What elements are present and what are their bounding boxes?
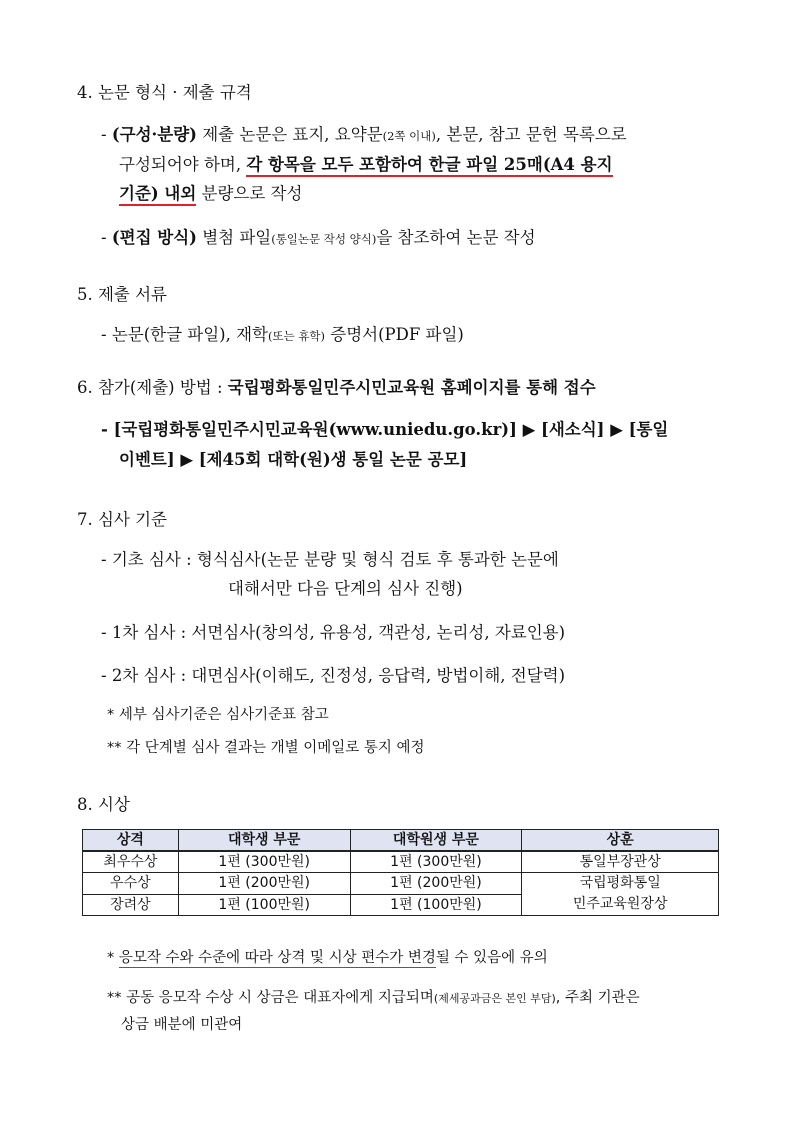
note-text: , 주최 기관은 bbox=[555, 990, 640, 1006]
dash: - bbox=[101, 125, 112, 144]
submission-path-line-2 bbox=[119, 449, 467, 471]
review-text: 대해서만 다음 단계의 심사 진행) bbox=[228, 579, 463, 598]
item-text: 별첨 파일 bbox=[196, 228, 272, 247]
table-header-cell: 상훈 bbox=[522, 830, 719, 852]
item-text: 을 참조하여 논문 작성 bbox=[376, 228, 536, 247]
table-cell-merged bbox=[522, 873, 719, 916]
section-8-heading bbox=[77, 794, 130, 816]
award-title-line-2: 민주교육원장상 bbox=[572, 896, 668, 912]
dash: - bbox=[101, 228, 112, 247]
table-cell: 우수상 bbox=[83, 873, 179, 895]
table-cell: 1편 (200만원) bbox=[350, 873, 522, 895]
award-note-2-line-1 bbox=[107, 987, 640, 1010]
table-cell: 장려상 bbox=[83, 894, 179, 916]
table-cell: 1편 (300만원) bbox=[178, 851, 350, 873]
section-6-heading bbox=[77, 377, 596, 399]
basic-review-line-1 bbox=[101, 549, 559, 571]
section-6-heading-text: 6. 참가(제출) 방법 : bbox=[77, 378, 228, 397]
section-4-heading-text: 4. 논문 형식 · 제출 규격 bbox=[77, 83, 252, 102]
section-5-heading bbox=[77, 284, 167, 306]
item-label: (편집 방식) bbox=[111, 228, 197, 247]
table-header-cell: 상격 bbox=[83, 830, 179, 852]
review-note-1 bbox=[107, 704, 329, 726]
submission-path-line-1 bbox=[101, 419, 668, 441]
item-text: - 논문(한글 파일), 재학 bbox=[101, 325, 268, 344]
item-text: 제출 논문은 표지, 요약문 bbox=[196, 125, 383, 144]
item-text: 증명서(PDF 파일) bbox=[325, 325, 464, 344]
note-text: 될 수 있음에 유의 bbox=[435, 950, 548, 966]
table-cell: 1편 (100만원) bbox=[350, 894, 522, 916]
first-review bbox=[101, 622, 565, 644]
table-cell: 최우수상 bbox=[83, 851, 179, 873]
section-4-heading bbox=[77, 82, 252, 104]
item-label: (구성·분량) bbox=[111, 125, 197, 144]
review-text: - 2차 심사 : 대면심사(이해도, 진정성, 응답력, 방법이해, 전달력) bbox=[101, 666, 566, 685]
table-row bbox=[83, 873, 719, 895]
note-underlined-text: 응모작 수와 수준에 따라 상격 및 시상 편수가 변경 bbox=[118, 950, 436, 966]
section-6-heading-bold: 국립평화통일민주시민교육원 홈페이지를 통해 접수 bbox=[227, 378, 596, 397]
item-text: 구성되어야 하며, bbox=[119, 155, 247, 174]
table-cell: 통일부장관상 bbox=[522, 851, 719, 873]
section-7-heading bbox=[77, 509, 167, 531]
item-small-text: (통일논문 작성 양식) bbox=[271, 232, 377, 246]
item-small-text: (2쪽 이내) bbox=[382, 129, 436, 143]
award-note-2-line-2 bbox=[121, 1014, 242, 1036]
note-text: ** 공동 응모작 수상 시 상금은 대표자에게 지급되며 bbox=[107, 990, 434, 1006]
review-text: - 1차 심사 : 서면심사(창의성, 유용성, 객관성, 논리성, 자료인용) bbox=[101, 623, 566, 642]
review-text: - 기초 심사 : 형식심사(논문 분량 및 형식 검토 후 통과한 논문에 bbox=[101, 550, 559, 569]
section-5-item bbox=[101, 324, 464, 347]
note-text: * 세부 심사기준은 심사기준표 참고 bbox=[107, 707, 329, 723]
section-8-heading-text: 8. 시상 bbox=[77, 795, 130, 814]
note-text: * bbox=[107, 950, 119, 966]
section-4-item-1-line-1 bbox=[101, 124, 627, 147]
table-header-cell: 대학생 부문 bbox=[178, 830, 350, 852]
second-review bbox=[101, 665, 565, 687]
review-note-2 bbox=[107, 737, 425, 759]
basic-review-line-2 bbox=[228, 578, 463, 600]
item-text: 분량으로 작성 bbox=[196, 184, 303, 203]
table-cell: 1편 (200만원) bbox=[178, 873, 350, 895]
note-text: 상금 배분에 미관여 bbox=[121, 1017, 243, 1033]
note-small-text: (제세공과금은 본인 부담) bbox=[433, 992, 556, 1005]
emphasis-text: 각 항목을 모두 포함하여 한글 파일 25매(A4 용지 bbox=[246, 155, 612, 177]
item-text: , 본문, 참고 문헌 목록으로 bbox=[435, 125, 627, 144]
emphasis-text: 기준) 내외 bbox=[119, 184, 196, 206]
table-header-cell: 대학원생 부문 bbox=[350, 830, 522, 852]
section-7-heading-text: 7. 심사 기준 bbox=[77, 510, 167, 529]
award-title-line-1: 국립평화통일 bbox=[579, 875, 661, 891]
note-text: ** 각 단계별 심사 결과는 개별 이메일로 통지 예정 bbox=[107, 740, 425, 756]
table-cell: 1편 (300만원) bbox=[350, 851, 522, 873]
item-small-text: (또는 휴학) bbox=[267, 329, 326, 343]
section-4-item-1-line-3 bbox=[119, 183, 302, 205]
awards-table bbox=[82, 829, 719, 916]
section-4-item-1-line-2 bbox=[119, 154, 613, 176]
table-row bbox=[83, 851, 719, 873]
section-5-heading-text: 5. 제출 서류 bbox=[77, 285, 167, 304]
submission-path-text: - [국립평화통일민주시민교육원(www.uniedu.go.kr)] ▶ [새소식] ▶ [통일 bbox=[101, 420, 669, 439]
submission-path-text: 이벤트] ▶ [제45회 대학(원)생 통일 논문 공모] bbox=[119, 450, 468, 469]
section-4-item-2 bbox=[101, 227, 536, 250]
award-note-1 bbox=[107, 947, 548, 969]
table-header-row bbox=[83, 830, 719, 852]
table-cell: 1편 (100만원) bbox=[178, 894, 350, 916]
